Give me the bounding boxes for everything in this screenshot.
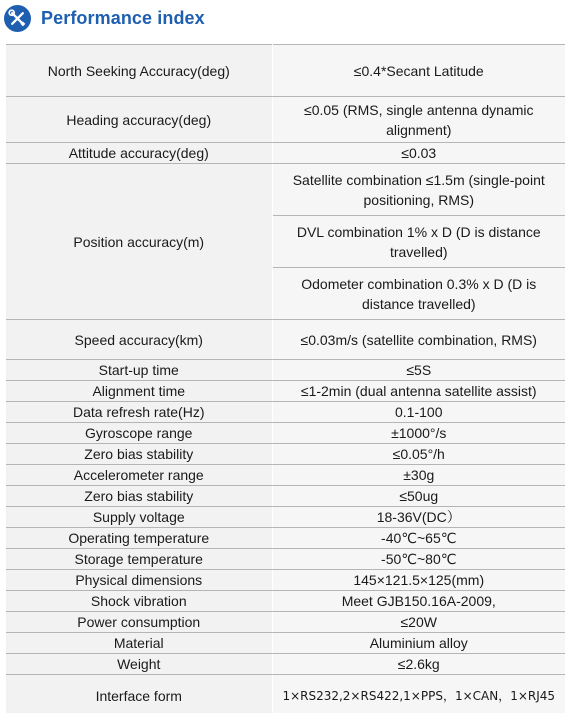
table-row — [6, 143, 565, 164]
table-row — [6, 675, 565, 713]
row-label: Speed accuracy(km) — [6, 320, 272, 360]
row-label: Supply voltage — [6, 507, 272, 528]
row-label: Shock vibration — [6, 591, 272, 612]
row-value: DVL combination 1% x D (D is distance travelled) — [272, 216, 565, 268]
table-row — [6, 381, 565, 402]
row-label: Zero bias stability — [6, 486, 272, 507]
row-value: ≤20W — [272, 612, 565, 633]
row-value: ≤0.05 (RMS, single antenna dynamic alignment) — [272, 97, 565, 143]
table-row — [6, 507, 565, 528]
table-row — [6, 45, 565, 97]
wrench-screwdriver-icon — [4, 5, 31, 32]
table-row — [6, 612, 565, 633]
row-value: ≤2.6kg — [272, 654, 565, 675]
row-label: Material — [6, 633, 272, 654]
row-label: Storage temperature — [6, 549, 272, 570]
row-label: Weight — [6, 654, 272, 675]
row-label: Operating temperature — [6, 528, 272, 549]
table-row — [6, 465, 565, 486]
row-value: 0.1-100 — [272, 402, 565, 423]
row-label: Interface form — [6, 675, 272, 713]
table-row — [6, 549, 565, 570]
table-row — [6, 402, 565, 423]
row-value: ≤0.03m/s (satellite combination, RMS) — [272, 320, 565, 360]
table-row — [6, 654, 565, 675]
row-value: ≤0.4*Secant Latitude — [272, 45, 565, 97]
row-label: Physical dimensions — [6, 570, 272, 591]
table-row — [6, 423, 565, 444]
row-value: Aluminium alloy — [272, 633, 565, 654]
row-value: ≤0.05°/h — [272, 444, 565, 465]
table-row — [6, 633, 565, 654]
row-label: Start-up time — [6, 360, 272, 381]
row-value: Satellite combination ≤1.5m (single-point positioning, RMS) — [272, 164, 565, 216]
table-row — [6, 164, 565, 216]
row-label: Heading accuracy(deg) — [6, 97, 272, 143]
row-label: Gyroscope range — [6, 423, 272, 444]
row-value: -40℃~65℃ — [272, 528, 565, 549]
row-value: ±1000°/s — [272, 423, 565, 444]
table-row — [6, 486, 565, 507]
row-label: Data refresh rate(Hz) — [6, 402, 272, 423]
row-label: Position accuracy(m) — [6, 164, 272, 320]
row-label: North Seeking Accuracy(deg) — [6, 45, 272, 97]
row-value: 18-36V(DC） — [272, 507, 565, 528]
row-value: 145×121.5×125(mm) — [272, 570, 565, 591]
table-row — [6, 320, 565, 360]
row-value: ±30g — [272, 465, 565, 486]
row-label: Zero bias stability — [6, 444, 272, 465]
table-row — [6, 444, 565, 465]
row-value: -50℃~80℃ — [272, 549, 565, 570]
row-value: ≤1-2min (dual antenna satellite assist) — [272, 381, 565, 402]
table-row — [6, 97, 565, 143]
performance-table — [6, 44, 565, 713]
row-value: 1×RS232,2×RS422,1×PPS，1×CAN，1×RJ45 — [272, 675, 565, 713]
row-label: Alignment time — [6, 381, 272, 402]
table-row — [6, 360, 565, 381]
table-row — [6, 528, 565, 549]
row-label: Accelerometer range — [6, 465, 272, 486]
table-row — [6, 591, 565, 612]
row-label: Attitude accuracy(deg) — [6, 143, 272, 164]
row-value: ≤5S — [272, 360, 565, 381]
row-value: ≤0.03 — [272, 143, 565, 164]
section-header — [4, 4, 205, 32]
row-value: Odometer combination 0.3% x D (D is distance travelled) — [272, 268, 565, 320]
row-value: Meet GJB150.16A-2009, — [272, 591, 565, 612]
row-value: ≤50ug — [272, 486, 565, 507]
section-title: Performance index — [41, 7, 205, 28]
row-label: Power consumption — [6, 612, 272, 633]
table-row — [6, 570, 565, 591]
